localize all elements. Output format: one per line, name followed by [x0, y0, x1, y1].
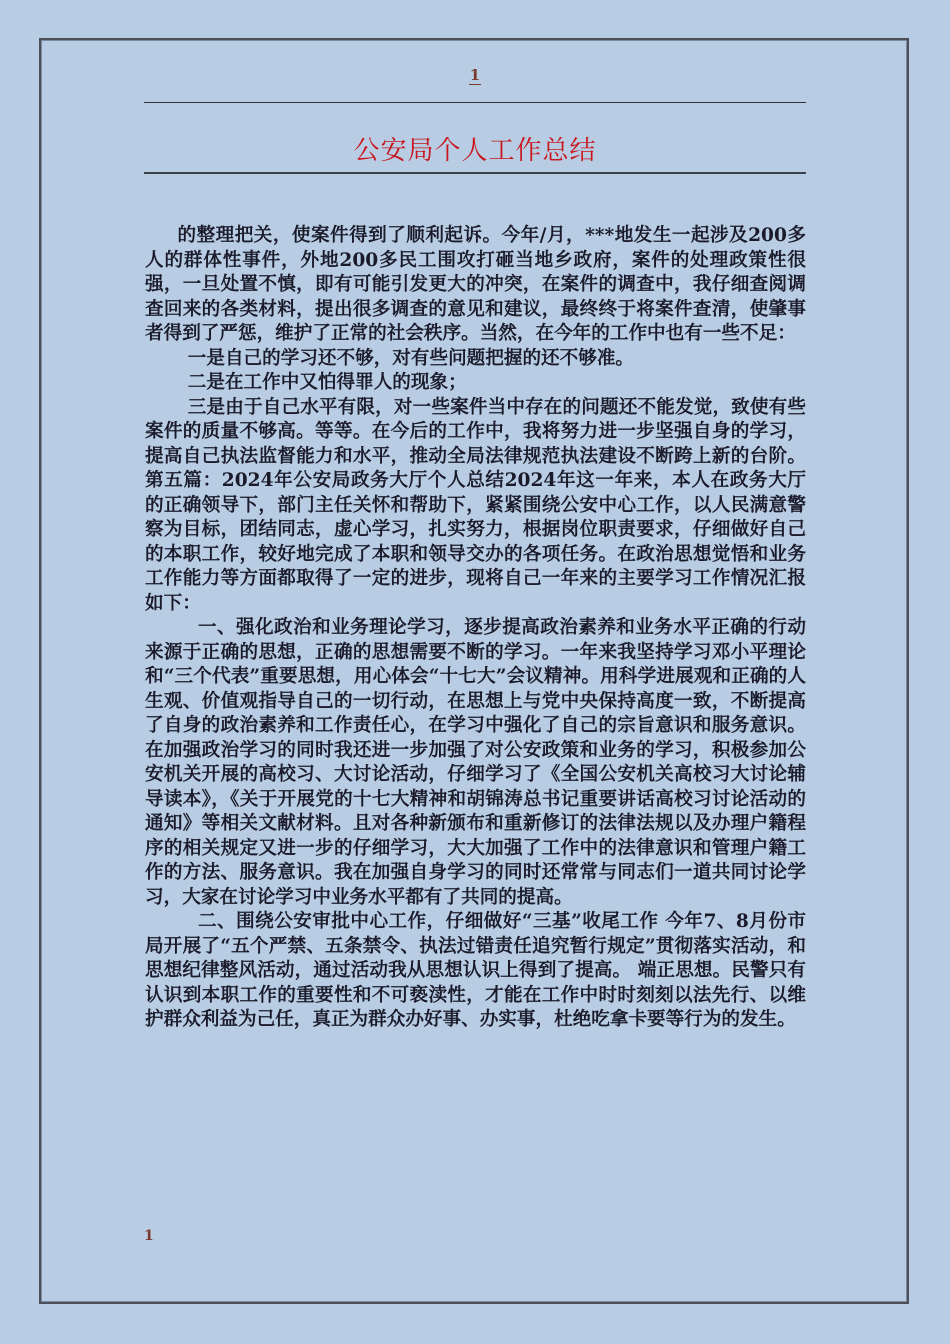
paragraph: 三是由于自己水平有限，对一些案件当中存在的问题还不能发觉，致使有些案件的质量不够高。等等。在今后的工作中，我将努力进一步坚强自身的学习，提高自己执法监督能力和水平，推动全局法律规范执法建设不断跨上新的台阶。第五篇：2024年公安局政务大厅个人总结2024年这一年来，本人在政务大厅的正确领导下，部门主任关怀和帮助下，紧紧围绕公安中心工作，以人民满意警察为目标，团结同志，虚心学习，扎实努力，根据岗位职责要求，仔细做好自己的本职工作，较好地完成了本职和领导交办的各项任务。在政治思想觉悟和业务工作能力等方面都取得了一定的进步，现将自己一年来的主要学习工作情况汇报如下： — [145, 396, 806, 614]
document-title: 公安局个人工作总结 — [353, 136, 597, 166]
header-page-number: 1 — [469, 66, 481, 84]
paragraph: 一是自己的学习还不够，对有些问题把握的还不够准。 — [187, 347, 635, 369]
document-body — [145, 224, 806, 1033]
paragraph: 二是在工作中又怕得罪人的现象； — [187, 372, 467, 393]
footer-page-number: 1 — [144, 1228, 154, 1244]
header-divider — [144, 102, 806, 103]
title-divider — [144, 172, 806, 174]
paragraph: 的整理把关，使案件得到了顺利起诉。今年/月，***地发生一起涉及200多人的群体性事件，外地200多民工围攻打砸当地乡政府，案件的处理政策性很强，一旦处置不慎，即有可能引发更大的冲突，在案件的调查中，我仔细查阅调查回来的各类材料，提出很多调查的意见和建议，最终终于将案件查清，使肇事者得到了严惩，维护了正常的社会秩序。当然，在今年的工作中也有一些不足： — [145, 225, 806, 344]
paragraph: 一、强化政治和业务理论学习，逐步提高政治素养和业务水平正确的行动来源于正确的思想，正确的思想需要不断的学习。一年来我坚持学习邓小平理论和“三个代表”重要思想，用心体会“十七大”会议精神。用科学进展观和正确的人生观、价值观指导自己的一切行动，在思想上与党中央保持高度一致，不断提高了自身的政治素养和工作责任心，在学习中强化了自己的宗旨意识和服务意识。在加强政治学习的同时我还进一步加强了对公安政策和业务的学习，积极参加公安机关开展的高校习、大讨论活动，仔细学习了《全国公安机关高校习大讨论辅导读本》，《关于开展党的十七大精神和胡锦涛总书记重要讲话高校习讨论活动的通知》等相关文献材料。且对各种新颁布和重新修订的法律法规以及办理户籍程序的相关规定又进一步的仔细学习，大大加强了工作中的法律意识和管理户籍工作的方法、服务意识。我在加强自身学习的同时还常常与同志们一道共同讨论学习，大家在讨论学习中业务水平都有了共同的提高。 — [145, 617, 806, 908]
paragraph: 二、围绕公安审批中心工作，仔细做好“三基”收尾工作 今年7、8月份市局开展了“五个严禁、五条禁令、执法过错责任追究暂行规定”贯彻落实活动，和思想纪律整风活动，通过活动我从思想认识上得到了提高。 端正思想。民警只有认识到本职工作的重要性和不可亵渎性，才能在工作中时时刻刻以法先行、以维护群众利益为己任，真正为群众办好事、办实事，杜绝吃拿卡要等行为的发生。 — [145, 911, 806, 1030]
